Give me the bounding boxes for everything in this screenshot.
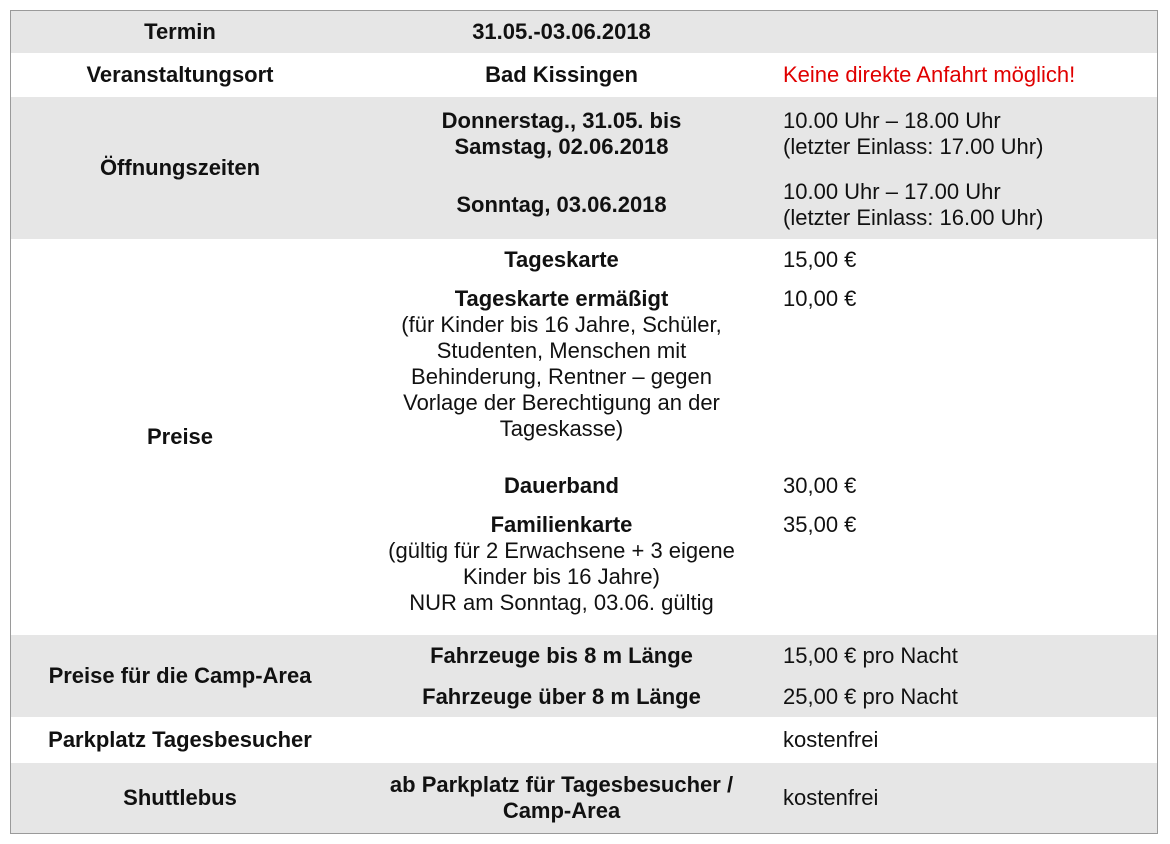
price-value: 15,00 € — [783, 247, 857, 272]
price-desc-line: (für Kinder bis 16 Jahre, Schüler, — [401, 312, 722, 337]
camp-vehicle: Fahrzeuge über 8 m Länge — [422, 683, 701, 709]
price-desc-line: Studenten, Menschen mit — [436, 338, 687, 363]
label-parkplatz: Parkplatz Tagesbesucher — [48, 727, 312, 752]
price-description — [349, 507, 774, 635]
opening-last-entry: (letzter Einlass: 16.00 Uhr) — [783, 205, 1044, 230]
event-info-table — [10, 10, 1158, 834]
price-desc-line: NUR am Sonntag, 03.06. gültig — [409, 590, 714, 615]
opening-hours — [774, 97, 1159, 171]
opening-days-line: Samstag, 02.06.2018 — [454, 134, 669, 159]
price-desc-line: Kinder bis 16 Jahre) — [463, 564, 660, 589]
price-name: Familienkarte — [490, 512, 633, 537]
label-termin: Termin — [144, 19, 216, 44]
price-value: 35,00 € — [783, 512, 857, 537]
shuttle-route — [349, 763, 774, 833]
camp-vehicle: Fahrzeuge bis 8 m Länge — [430, 642, 693, 668]
row-camp-area — [11, 635, 1157, 717]
price-desc-line: Tageskasse) — [499, 416, 624, 441]
price-description — [349, 281, 774, 465]
opening-days-line: Donnerstag., 31.05. bis — [441, 108, 682, 133]
value-parkplatz: kostenfrei — [783, 727, 879, 752]
label-oeffnungszeiten: Öffnungszeiten — [99, 155, 261, 180]
price-desc-line: (gültig für 2 Erwachsene + 3 eigene — [388, 538, 735, 563]
row-ort — [11, 53, 1157, 97]
opening-days — [349, 97, 774, 171]
row-preise — [11, 239, 1157, 635]
price-name: Tageskarte — [504, 247, 619, 272]
value-termin: 31.05.-03.06.2018 — [472, 19, 651, 44]
opening-time: 10.00 Uhr – 17.00 Uhr — [783, 179, 1001, 204]
camp-entry — [11, 635, 1157, 676]
value-shuttlebus: kostenfrei — [783, 785, 879, 810]
row-shuttlebus — [11, 763, 1157, 833]
price-value: 30,00 € — [783, 473, 857, 498]
price-entry — [11, 507, 1157, 635]
label-ort: Veranstaltungsort — [86, 62, 274, 87]
price-entry — [11, 465, 1157, 507]
label-shuttlebus: Shuttlebus — [123, 785, 237, 810]
opening-entry — [11, 171, 1157, 239]
price-name: Dauerband — [504, 473, 619, 498]
opening-time: 10.00 Uhr – 18.00 Uhr — [783, 108, 1001, 133]
row-oeffnungszeiten — [11, 97, 1157, 239]
warning-note: Keine direkte Anfahrt möglich! — [783, 62, 1076, 87]
camp-price: 25,00 € pro Nacht — [783, 683, 958, 709]
camp-entry — [11, 676, 1157, 717]
price-name: Tageskarte ermäßigt — [454, 286, 669, 311]
price-value: 10,00 € — [783, 286, 857, 311]
price-desc-line: Vorlage der Berechtigung an der — [403, 390, 720, 415]
opening-days-line: Sonntag, 03.06.2018 — [456, 192, 667, 217]
price-desc-line: Behinderung, Rentner – gegen — [411, 364, 712, 389]
shuttle-route-line: Camp-Area — [502, 798, 621, 823]
row-parkplatz — [11, 717, 1157, 763]
opening-entry — [11, 97, 1157, 171]
shuttle-route-line: ab Parkplatz für Tagesbesucher / — [389, 772, 734, 797]
value-ort: Bad Kissingen — [485, 62, 638, 87]
label-camp-area: Preise für die Camp-Area — [48, 663, 312, 688]
opening-days — [349, 171, 774, 239]
label-preise: Preise — [146, 424, 214, 449]
opening-last-entry: (letzter Einlass: 17.00 Uhr) — [783, 134, 1044, 159]
price-entry — [11, 281, 1157, 465]
camp-price: 15,00 € pro Nacht — [783, 642, 958, 668]
opening-hours — [774, 171, 1159, 239]
row-termin — [11, 11, 1157, 53]
price-entry — [11, 239, 1157, 281]
